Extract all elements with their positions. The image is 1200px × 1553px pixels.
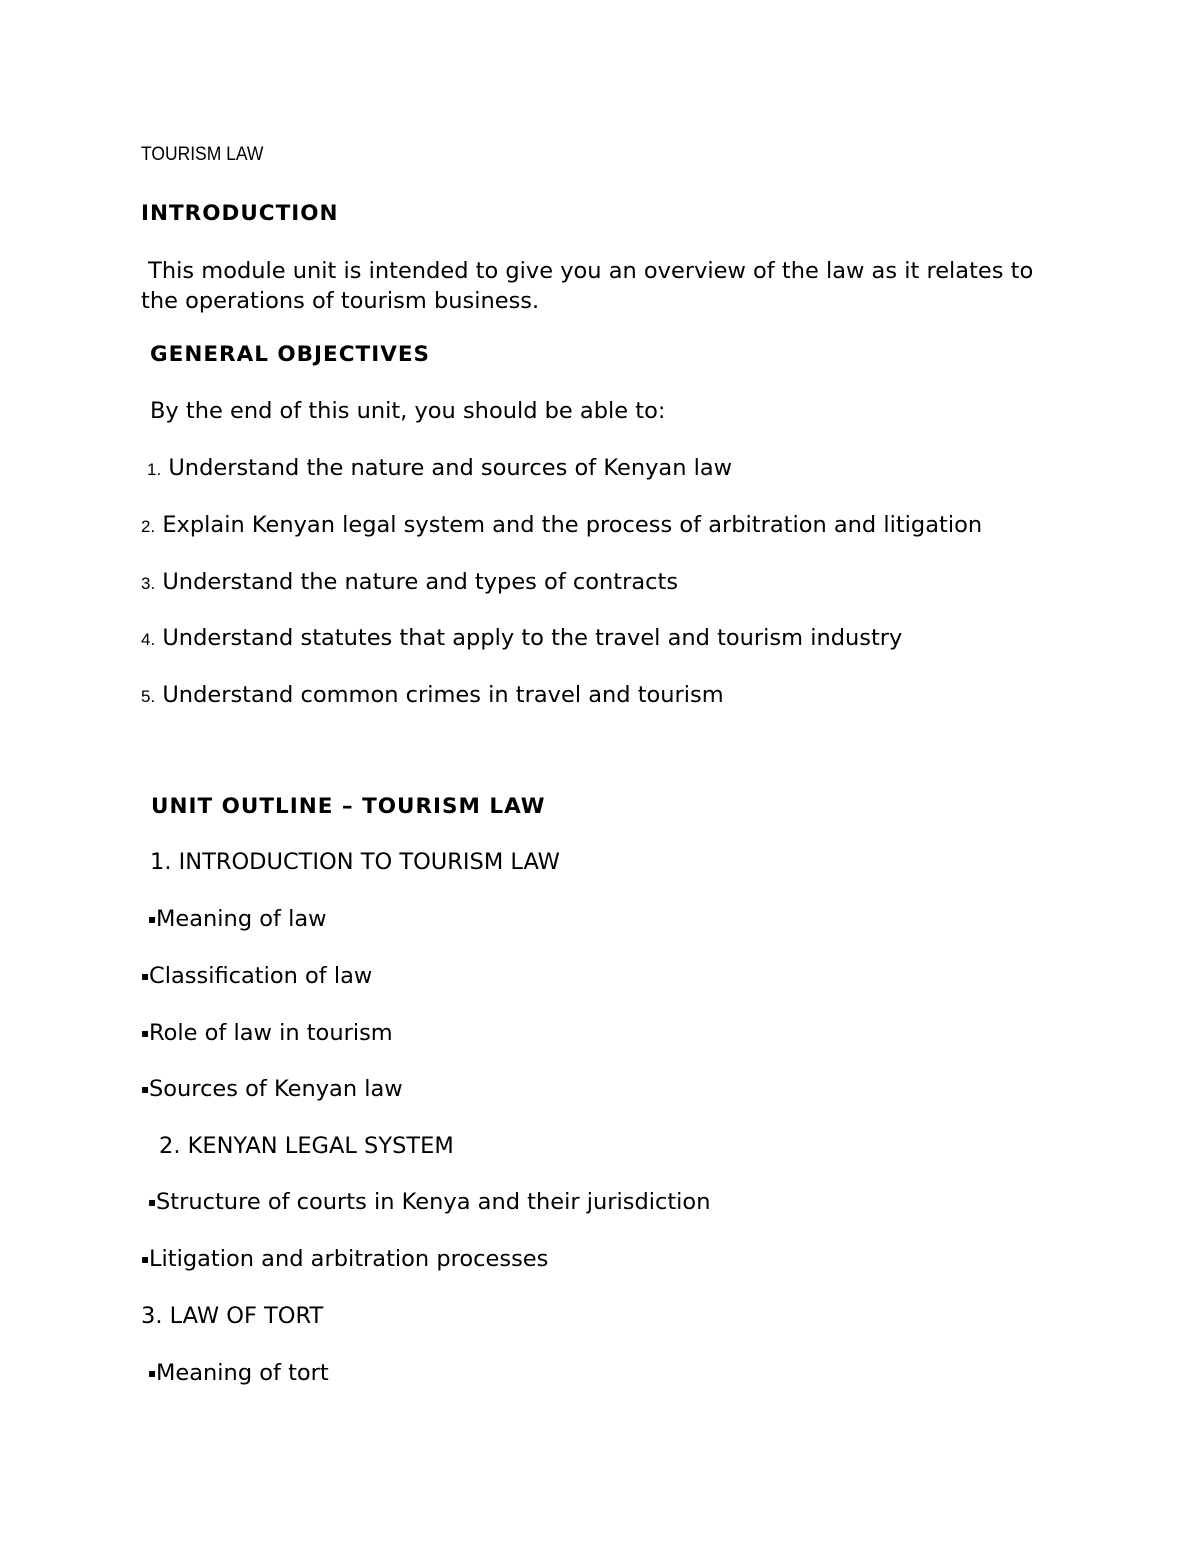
outline-heading: UNIT OUTLINE – TOURISM LAW xyxy=(151,794,546,819)
objective-text: Understand the nature and types of contracts xyxy=(162,569,679,595)
bullet-icon: ▪ xyxy=(148,1195,157,1209)
outline-section-title: 1. INTRODUCTION TO TOURISM LAW xyxy=(150,849,560,875)
objective-text: Understand the nature and sources of Kenyan law xyxy=(168,455,733,481)
objective-text: Understand statutes that apply to the travel and tourism industry xyxy=(162,625,903,651)
bullet-icon: ▪ xyxy=(148,1366,157,1380)
outline-section-title: 2. KENYAN LEGAL SYSTEM xyxy=(159,1133,454,1159)
objective-item xyxy=(147,453,732,485)
objective-item xyxy=(141,680,724,712)
objective-item xyxy=(141,510,982,542)
outline-item xyxy=(141,1074,403,1104)
introduction-paragraph xyxy=(141,256,1061,316)
bullet-icon: ▪ xyxy=(141,969,150,983)
objectives-heading: GENERAL OBJECTIVES xyxy=(150,342,430,367)
bullet-icon: ▪ xyxy=(141,1026,150,1040)
outline-item xyxy=(148,904,327,934)
objective-number: 1. xyxy=(147,460,162,479)
objective-item xyxy=(141,567,678,599)
objective-number: 5. xyxy=(141,687,156,706)
outline-section-title: 3. LAW OF TORT xyxy=(141,1303,324,1329)
outline-item-text: Meaning of law xyxy=(156,906,327,932)
objective-number: 3. xyxy=(141,574,156,593)
outline-item xyxy=(141,1244,548,1274)
outline-item-text: Litigation and arbitration processes xyxy=(149,1246,549,1272)
objective-text: Understand common crimes in travel and tourism xyxy=(162,682,724,708)
outline-item-text: Role of law in tourism xyxy=(149,1020,393,1046)
outline-item-text: Sources of Kenyan law xyxy=(149,1076,403,1102)
outline-item xyxy=(148,1187,710,1217)
outline-item xyxy=(148,1358,329,1388)
bullet-icon: ▪ xyxy=(141,1252,150,1266)
outline-item xyxy=(141,961,372,991)
bullet-icon: ▪ xyxy=(148,912,157,926)
objective-item xyxy=(141,623,902,655)
objective-number: 4. xyxy=(141,630,156,649)
objective-text: Explain Kenyan legal system and the process of arbitration and litigation xyxy=(162,512,983,538)
objective-number: 2. xyxy=(141,517,156,536)
objectives-intro: By the end of this unit, you should be able to: xyxy=(150,398,666,424)
introduction-heading: INTRODUCTION xyxy=(141,201,339,226)
document-title: TOURISM LAW xyxy=(141,144,264,165)
outline-item-text: Structure of courts in Kenya and their jurisdiction xyxy=(156,1189,711,1215)
bullet-icon: ▪ xyxy=(141,1082,150,1096)
outline-item-text: Meaning of tort xyxy=(156,1360,329,1386)
outline-item xyxy=(141,1018,393,1048)
introduction-text: This module unit is intended to give you an overview of the law as it relates to the operations of tourism business. xyxy=(141,258,1034,314)
outline-item-text: Classification of law xyxy=(149,963,373,989)
